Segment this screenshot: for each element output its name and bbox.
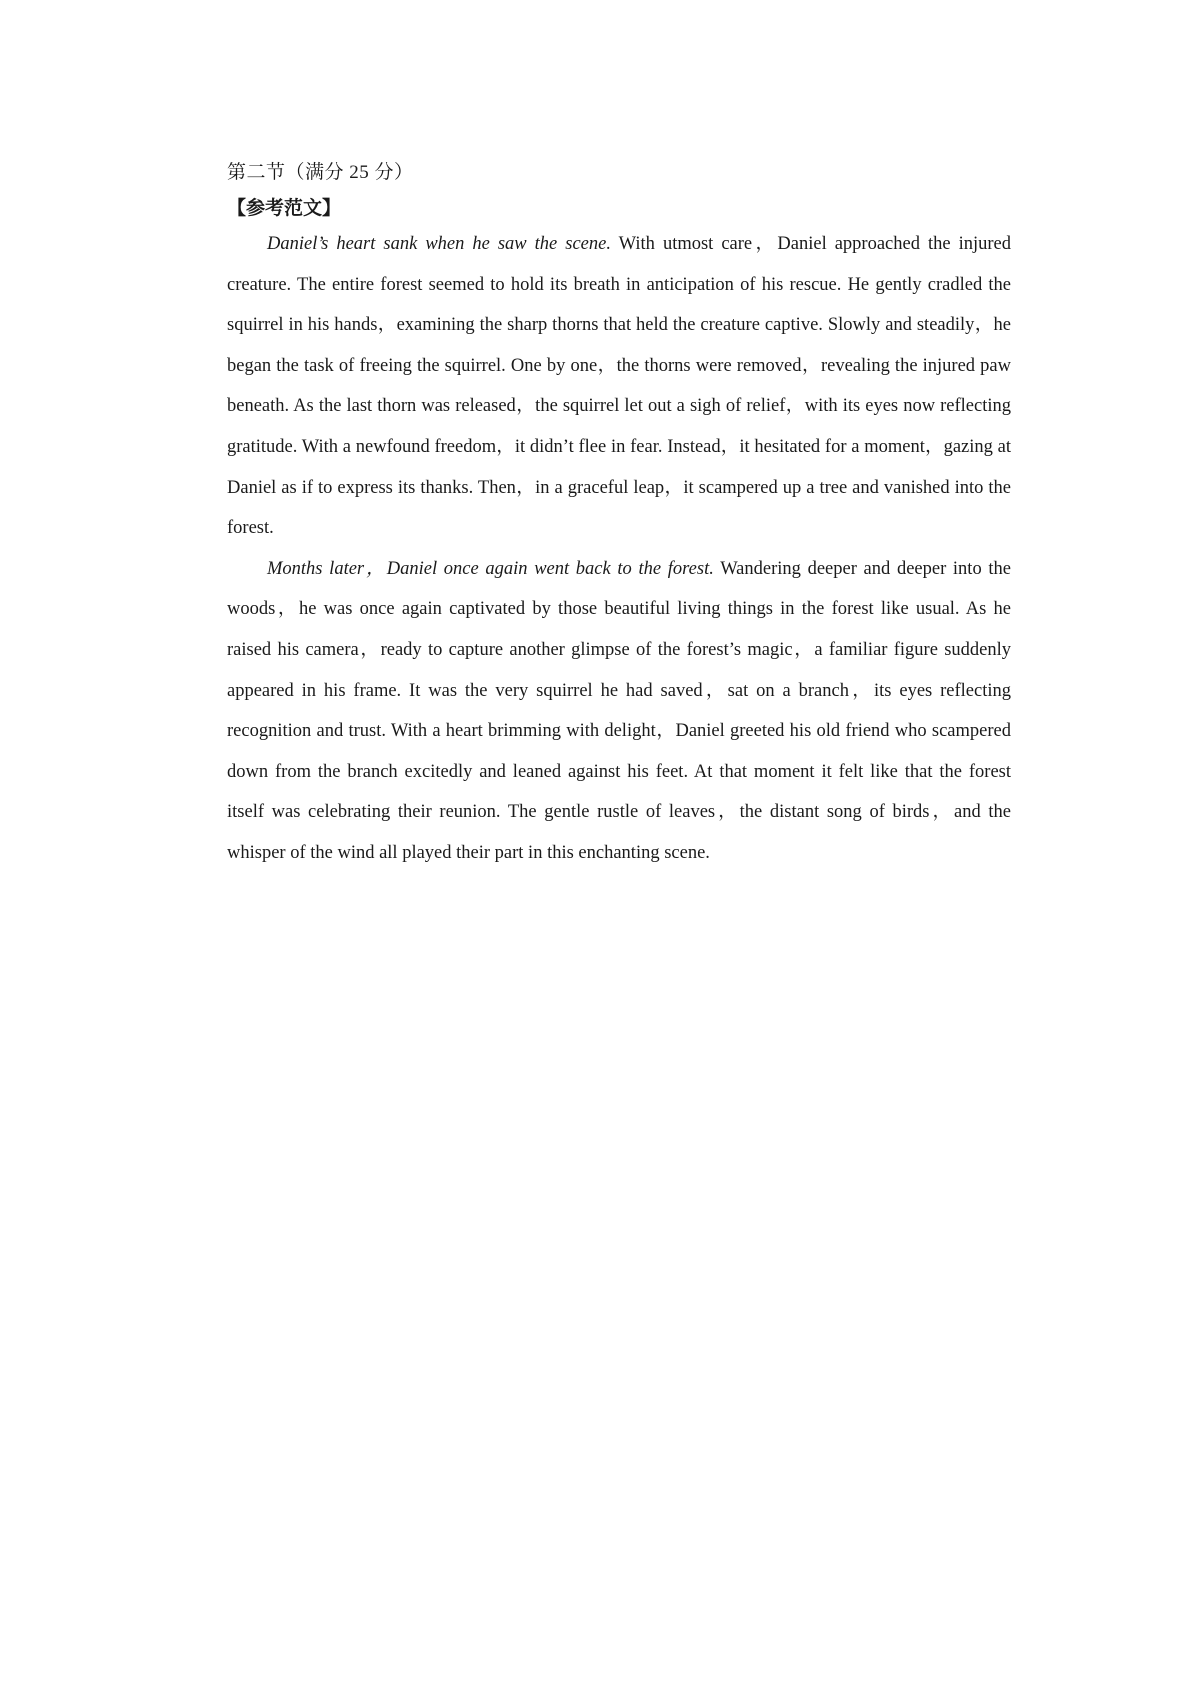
- answer-page: [227, 158, 1011, 874]
- paragraph-2-body: Wandering deeper and deeper into the woods，he was once again captivated by those beautiful living things in the forest like usual. As he raised his camera，ready to capture another glimpse of the forest’s magic，a familiar figure suddenly appeared in his frame. It was the very squirrel he had saved，sat on a branch，its eyes reflecting recognition and trust. With a heart brimming with delight，Daniel greeted his old friend who scampered down from the branch excitedly and leaned against his feet. At that moment it felt like that the forest itself was celebrating their reunion. The gentle rustle of leaves，the distant song of birds，and the whisper of the wind all played their part in this enchanting scene.: [227, 558, 1011, 863]
- sample-essay-label: 【参考范文】: [227, 198, 342, 219]
- paragraph-1-lead-sentence: Daniel’s heart sank when he saw the scene.: [267, 234, 611, 254]
- paragraph-1-body: With utmost care，Daniel approached the injured creature. The entire forest seemed to hold its breath in anticipation of his rescue. He gently cradled the squirrel in his hands，examining the sharp thorns that held the creature captive. Slowly and steadily，he began the task of freeing the squirrel. One by one，the thorns were removed，revealing the injured paw beneath. As the last thorn was released，the squirrel let out a sigh of relief，with its eyes now reflecting gratitude. With a newfound freedom，it didn’t flee in fear. Instead，it hesitated for a moment，gazing at Daniel as if to express its thanks. Then，in a graceful leap，it scampered up a tree and vanished into the forest.: [227, 234, 1011, 539]
- paragraph-2-lead-sentence: Months later，Daniel once again went back to the forest.: [267, 558, 714, 579]
- section-heading: 第二节（满分 25 分）: [227, 162, 414, 183]
- essay-paragraph-2: [227, 549, 1011, 874]
- essay-paragraph-1: [227, 224, 1011, 549]
